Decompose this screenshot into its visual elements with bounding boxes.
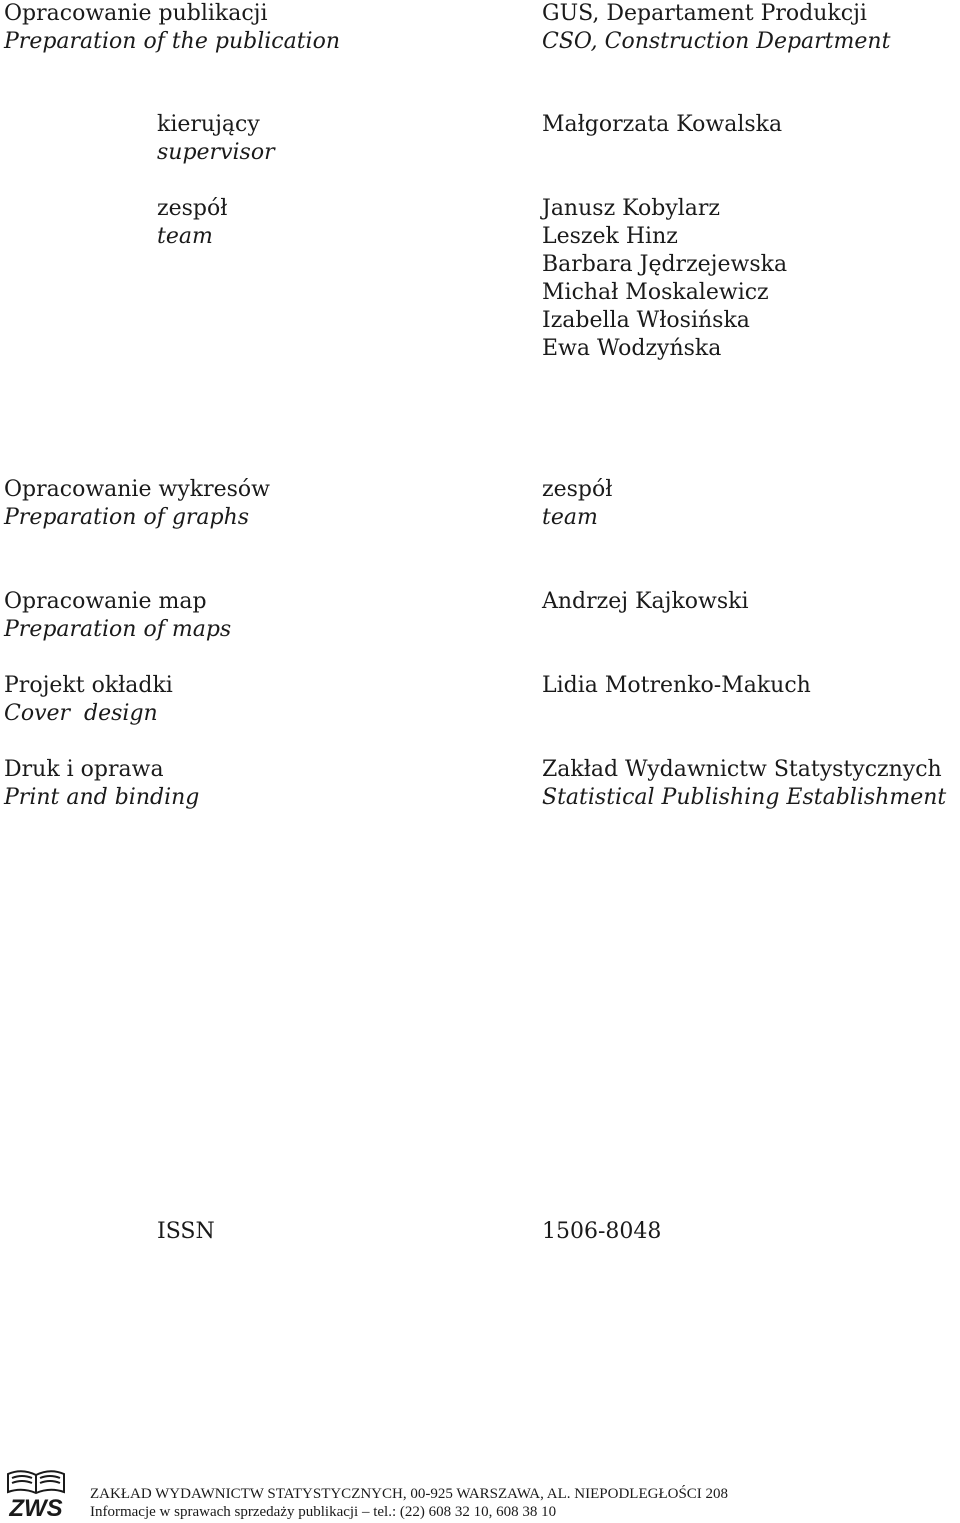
- team-member: Janusz Kobylarz: [542, 196, 721, 221]
- supervisor-name: [542, 111, 782, 139]
- supervisor-label-en: supervisor: [157, 140, 275, 165]
- maps-label-en: Preparation of maps: [4, 617, 232, 642]
- footer-address-text: ZAKŁAD WYDAWNICTW STATYSTYCZNYCH, 00-925 WARSZAWA, AL. NIEPODLEGŁOŚCI 208: [90, 1486, 729, 1502]
- graphs-value: [542, 476, 612, 532]
- cover-label-en: Cover design: [4, 701, 158, 726]
- team-label: [157, 195, 227, 251]
- issn-label-text: ISSN: [157, 1219, 215, 1244]
- graphs-label-en: Preparation of graphs: [4, 505, 250, 530]
- issn-value-text: 1506-8048: [542, 1219, 662, 1244]
- issn-label: [157, 1218, 215, 1246]
- cover-label: [4, 672, 173, 728]
- team-label-pl: zespół: [157, 196, 228, 221]
- footer-contact: [90, 1503, 556, 1521]
- cover-value: [542, 672, 811, 700]
- team-member: Ewa Wodzyńska: [542, 336, 722, 361]
- cover-label-pl: Projekt okładki: [4, 673, 173, 698]
- team-label-en: team: [157, 224, 213, 249]
- zws-logo-text: ZWS: [9, 1495, 63, 1520]
- team-member: Izabella Włosińska: [542, 308, 750, 333]
- team-member: Michał Moskalewicz: [542, 280, 769, 305]
- print-label: [4, 756, 199, 812]
- graphs-value-pl: zespół: [542, 477, 613, 502]
- graphs-label: [4, 476, 270, 532]
- print-value: [542, 756, 946, 812]
- publication-prep-value: [542, 0, 890, 56]
- maps-value-text: Andrzej Kajkowski: [542, 589, 749, 614]
- supervisor-label: [157, 111, 275, 167]
- cover-value-text: Lidia Motrenko-Makuch: [542, 673, 811, 698]
- publication-prep-label-en: Preparation of the publication: [4, 29, 340, 54]
- maps-value: [542, 588, 749, 616]
- footer-address: [90, 1485, 728, 1503]
- team-member: Leszek Hinz: [542, 224, 678, 249]
- publication-prep-label-pl: Opracowanie publikacji: [4, 1, 268, 26]
- footer-contact-text: Informacje w sprawach sprzedaży publikacji – tel.: (22) 608 32 10, 608 38 10: [90, 1504, 557, 1520]
- print-label-pl: Druk i oprawa: [4, 757, 164, 782]
- zws-logo: [2, 1466, 70, 1520]
- graphs-label-pl: Opracowanie wykresów: [4, 477, 270, 502]
- print-value-pl: Zakład Wydawnictw Statystycznych: [542, 757, 942, 782]
- graphs-value-en: team: [542, 505, 598, 530]
- issn-value: [542, 1218, 661, 1246]
- supervisor-name-text: Małgorzata Kowalska: [542, 112, 783, 137]
- supervisor-label-pl: kierujący: [157, 112, 260, 137]
- team-members-list: [542, 195, 787, 363]
- team-member: Barbara Jędrzejewska: [542, 252, 788, 277]
- publication-prep-value-en: CSO, Construction Department: [542, 29, 891, 54]
- maps-label-pl: Opracowanie map: [4, 589, 207, 614]
- maps-label: [4, 588, 231, 644]
- book-icon: [8, 1471, 64, 1493]
- publication-prep-label: [4, 0, 340, 56]
- print-value-en: Statistical Publishing Establishment: [542, 785, 947, 810]
- publication-prep-value-pl: GUS, Departament Produkcji: [542, 1, 867, 26]
- print-label-en: Print and binding: [4, 785, 200, 810]
